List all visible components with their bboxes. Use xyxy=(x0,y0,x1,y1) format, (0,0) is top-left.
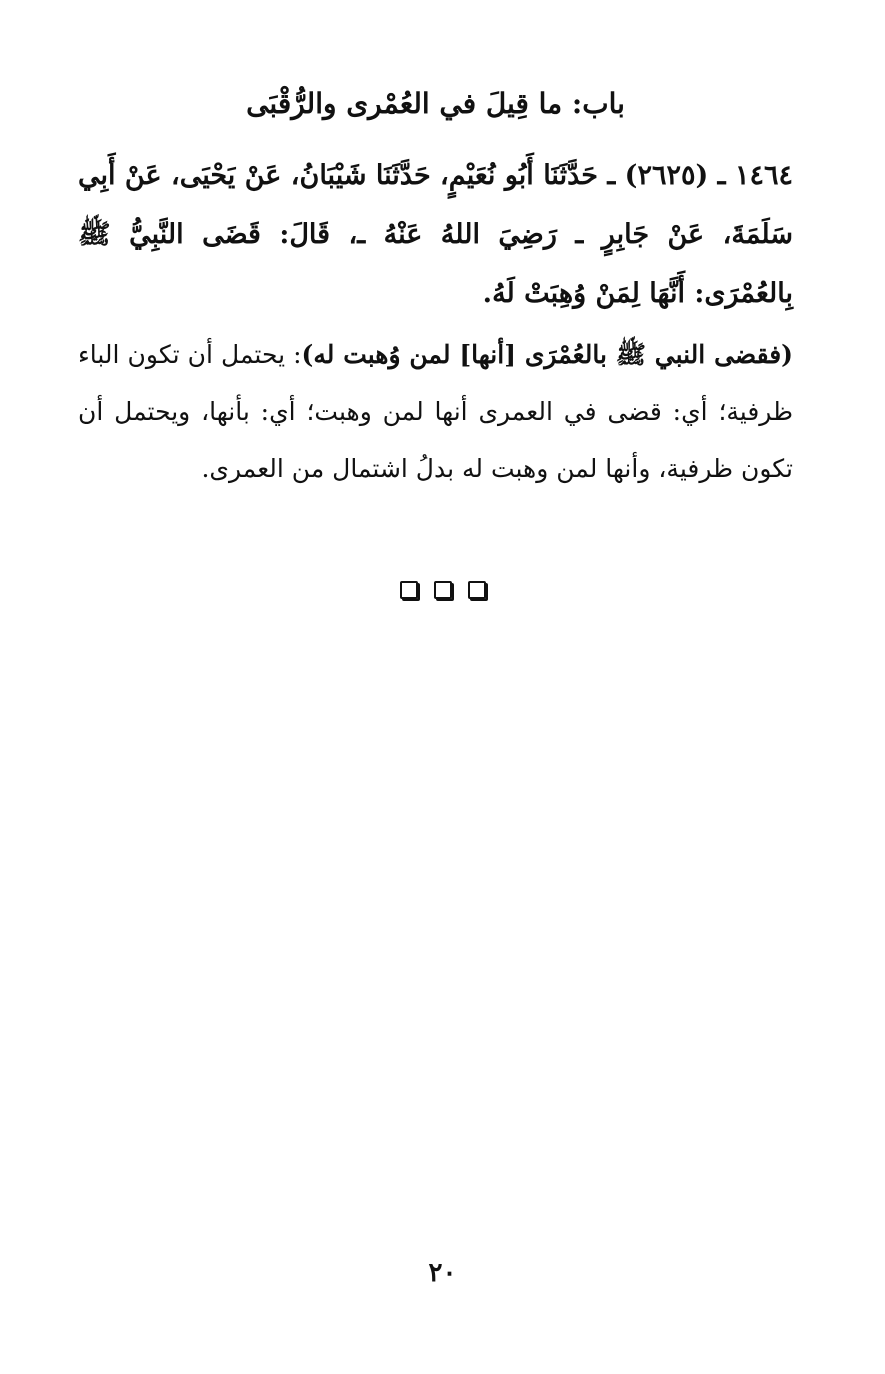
commentary-quote: (فقضى النبي ﷺ بالعُمْرَى [أنها] لمن وُهبت له) xyxy=(301,340,794,369)
page-number: ٢٠ xyxy=(428,1258,457,1288)
commentary-text: : يحتمل أن تكون الباء ظرفية؛ أي: قضى في العمرى أنها لمن وهبت؛ أي: بأنها، ويحتمل أن تكون ظرفية، وأنها لمن وهبت له بدلُ اشتمال من العمرى. xyxy=(78,340,793,483)
section-separator xyxy=(0,581,885,599)
separator-square-icon xyxy=(400,581,418,599)
chapter-title: باب: ما قِيلَ في العُمْرى والرُّقْبَى xyxy=(246,87,625,120)
hadith-text: ١٤٦٤ ـ (٢٦٢٥) ـ حَدَّثَنَا أَبُو نُعَيْمٍ، حَدَّثَنَا شَيْبَانُ، عَنْ يَحْيَى، عَنْ أَبِي سَلَمَةَ، عَنْ جَابِرٍ ـ رَضِيَ اللهُ عَنْهُ ـ، قَالَ: قَضَى النَّبِيُّ ﷺ بِالعُمْرَى: أَنَّهَا لِمَنْ وُهِبَتْ لَهُ. xyxy=(78,160,793,309)
separator-square-icon xyxy=(434,581,452,599)
commentary xyxy=(78,326,793,497)
separator-square-icon xyxy=(468,581,486,599)
